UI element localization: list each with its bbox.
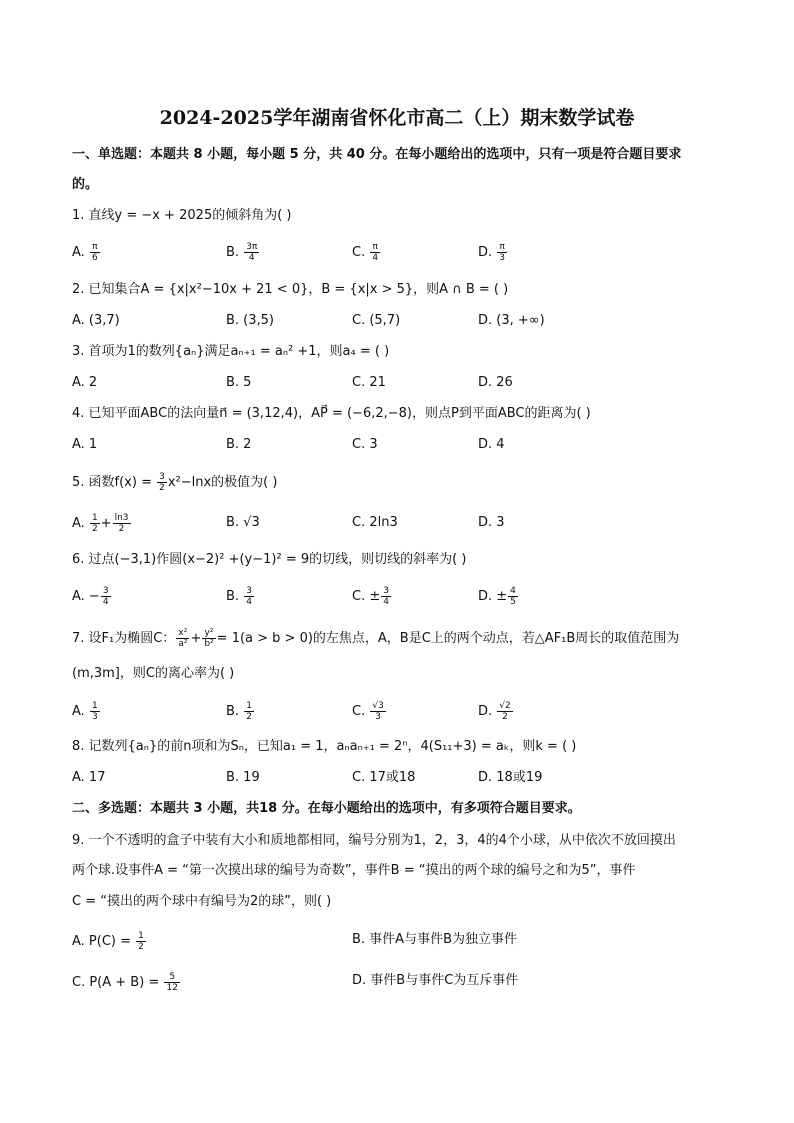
q9-a-den: 2 — [138, 942, 144, 952]
q8-option-b: B. 19 — [226, 770, 260, 785]
q9-option-d: D. 事件B与事件C为互斥事件 — [352, 973, 519, 988]
q9-c-label: C. P(A + B) = — [72, 975, 160, 990]
q6-b-den: 4 — [246, 597, 252, 607]
q3-option-c: C. 21 — [352, 375, 386, 390]
q9-stem-line3: C = “摸出的两个球中有编号为2的球”，则( ) — [72, 894, 332, 909]
q7-b-num: 1 — [246, 701, 252, 711]
q7-d-fraction — [497, 701, 512, 722]
q6-c-fraction — [381, 586, 391, 607]
q7-plus: + — [190, 631, 202, 646]
q8-option-d: D. 18或19 — [478, 770, 543, 785]
q7-option-c — [352, 701, 387, 722]
q4-option-d: D. 4 — [478, 437, 505, 452]
q6-a-den: 4 — [102, 597, 109, 607]
q5-a-f1-num: 1 — [91, 513, 98, 523]
q7-y-den: b² — [204, 639, 214, 649]
q7-d-den: 2 — [502, 712, 508, 722]
q6-stem: 6. 过点(−3,1)作圆(x−2)² +(y−1)² = 9的切线，则切线的斜率为( ) — [72, 552, 467, 567]
q1-c-fraction — [370, 242, 380, 263]
q7-option-a — [72, 701, 101, 722]
q1-a-num: π — [90, 242, 100, 253]
q5-a-plus: + — [100, 516, 112, 531]
q1-c-num: π — [370, 242, 380, 253]
q9-option-b: B. 事件A与事件B为独立事件 — [352, 932, 517, 947]
q4-option-c: C. 3 — [352, 437, 378, 452]
q6-c-num: 3 — [383, 586, 389, 596]
q6-c-label: C. ± — [352, 589, 381, 604]
q2-option-a: A. (3,7) — [72, 313, 120, 328]
q6-option-c — [352, 586, 392, 607]
q6-option-a — [72, 586, 112, 607]
q1-a-label: A. — [72, 245, 85, 260]
q9-c-fraction — [164, 972, 179, 993]
q4-option-b: B. 2 — [226, 437, 252, 452]
q8-option-a: A. 17 — [72, 770, 106, 785]
q5-stem-den: 2 — [159, 483, 165, 493]
q9-c-num: 5 — [164, 972, 179, 983]
q7-stem-line1 — [72, 628, 679, 649]
q7-c-label: C. — [352, 704, 366, 719]
q1-d-fraction — [497, 242, 507, 263]
q1-d-den: 3 — [499, 253, 506, 263]
q5-stem-post: x²−lnx的极值为( ) — [167, 475, 278, 490]
q5-option-a — [72, 513, 132, 534]
q1-d-label: D. — [478, 245, 493, 260]
q9-a-num: 1 — [138, 931, 144, 941]
q7-stem-post: = 1(a > b > 0)的左焦点，A，B是C上的两个动点，若△AF₁B周长的取值范围为 — [216, 631, 680, 646]
q5-a-label: A. — [72, 516, 85, 531]
q6-a-fraction — [101, 586, 111, 607]
q7-b-fraction — [244, 701, 254, 722]
q7-x-num: x² — [176, 628, 189, 639]
q5-a-f2-den: 2 — [118, 524, 125, 534]
q1-option-d — [478, 242, 508, 263]
q5-stem-num: 3 — [159, 472, 165, 482]
q5-stem-fraction — [157, 472, 167, 493]
q5-option-c: C. 2ln3 — [352, 515, 398, 530]
q5-stem-pre: 5. 函数f(x) = — [72, 475, 157, 490]
q7-a-label: A. — [72, 704, 85, 719]
q1-option-a — [72, 242, 101, 263]
q5-option-d: D. 3 — [478, 515, 505, 530]
q1-c-label: C. — [352, 245, 366, 260]
q3-option-b: B. 5 — [226, 375, 252, 390]
q9-stem-line1: 9. 一个不透明的盒子中装有大小和质地都相同，编号分别为1，2，3，4的4个小球，从中依次不放回摸出 — [72, 833, 676, 848]
q7-b-label: B. — [226, 704, 240, 719]
q1-b-num: 3π — [246, 242, 258, 252]
q7-c-num: √3 — [372, 701, 384, 711]
q9-stem-line2: 两个球.设事件A = “第一次摸出球的编号为奇数”，事件B = “摸出的两个球的编号之和为5”，事件 — [72, 863, 636, 878]
q7-y-num: y² — [202, 628, 215, 639]
q6-a-num: 3 — [102, 586, 109, 596]
q1-a-fraction — [90, 242, 100, 263]
q5-a-f1-den: 2 — [91, 524, 98, 534]
q6-option-d — [478, 586, 519, 607]
q5-stem — [72, 472, 277, 493]
q7-ellipse-y-term — [202, 628, 215, 649]
q9-option-c — [72, 972, 181, 993]
q7-b-den: 2 — [246, 712, 252, 722]
q8-stem: 8. 记数列{aₙ}的前n项和为Sₙ，已知a₁ = 1，aₙaₙ₊₁ = 2ⁿ，4(S₁₁+3) = aₖ，则k = ( ) — [72, 739, 577, 754]
q7-x-den: a² — [178, 639, 188, 649]
q3-option-a: A. 2 — [72, 375, 98, 390]
q6-d-num: 4 — [510, 586, 516, 596]
q5-a-fraction2 — [113, 513, 131, 534]
section1-heading-line2: 的。 — [72, 177, 99, 192]
q2-option-b: B. (3,5) — [226, 313, 275, 328]
q6-b-fraction — [244, 586, 254, 607]
q6-b-num: 3 — [246, 586, 252, 596]
q7-a-fraction — [90, 701, 100, 722]
q6-b-label: B. — [226, 589, 240, 604]
q1-a-den: 6 — [91, 253, 98, 263]
q6-c-den: 4 — [383, 597, 389, 607]
q4-stem: 4. 已知平面ABC的法向量n⃗ = (3,12,4)，AP⃗ = (−6,2,−8)，则点P到平面ABC的距离为( ) — [72, 406, 591, 421]
q7-c-fraction — [370, 701, 385, 722]
q7-d-num: √2 — [499, 701, 511, 711]
q5-option-b: B. √3 — [226, 515, 260, 530]
q1-stem: 1. 直线y = −x + 2025的倾斜角为( ) — [72, 208, 292, 223]
q3-option-d: D. 26 — [478, 375, 513, 390]
q7-d-label: D. — [478, 704, 493, 719]
q7-c-den: 3 — [375, 712, 381, 722]
q7-option-b — [226, 701, 255, 722]
q7-a-den: 3 — [91, 712, 98, 722]
q9-option-a — [72, 931, 147, 952]
q6-d-label: D. ± — [478, 589, 508, 604]
q9-a-label: A. P(C) = — [72, 934, 132, 949]
q5-a-f2-num: ln3 — [114, 513, 129, 523]
q7-stem-line2: (m,3m]，则C的离心率为( ) — [72, 666, 235, 681]
q1-d-num: π — [497, 242, 507, 253]
q7-stem-pre: 7. 设F₁为椭圆C： — [72, 631, 176, 646]
q1-b-label: B. — [226, 245, 240, 260]
q8-option-c: C. 17或18 — [352, 770, 416, 785]
q7-ellipse-x-term — [176, 628, 189, 649]
q6-a-label: A. − — [72, 589, 100, 604]
section1-heading-line1: 一、单选题：本题共 8 小题，每小题 5 分，共 40 分。在每小题给出的选项中，只有一项是符合题目要求 — [72, 147, 682, 162]
q3-stem: 3. 首项为1的数列{aₙ}满足aₙ₊₁ = aₙ² +1，则a₄ = ( ) — [72, 344, 390, 359]
q7-a-num: 1 — [91, 701, 98, 711]
q1-b-fraction — [244, 242, 259, 263]
q1-option-b — [226, 242, 260, 263]
q1-option-c — [352, 242, 381, 263]
q2-option-d: D. (3, +∞) — [478, 313, 545, 328]
q1-c-den: 4 — [372, 253, 379, 263]
q6-d-fraction — [508, 586, 518, 607]
q5-a-fraction1 — [90, 513, 100, 534]
q6-d-den: 5 — [510, 597, 516, 607]
exam-title: 2024-2025学年湖南省怀化市高二（上）期末数学试卷 — [159, 107, 635, 129]
q7-option-d — [478, 701, 514, 722]
q2-option-c: C. (5,7) — [352, 313, 401, 328]
q9-a-fraction — [136, 931, 146, 952]
q1-b-den: 4 — [248, 253, 255, 263]
q4-option-a: A. 1 — [72, 437, 98, 452]
q9-c-den: 12 — [166, 983, 178, 993]
section2-heading: 二、多选题：本题共 3 小题，共18 分。在每小题给出的选项中，有多项符合题目要求。 — [72, 801, 581, 816]
q2-stem: 2. 已知集合A = {x|x²−10x + 21 < 0}，B = {x|x > 5}，则A ∩ B = ( ) — [72, 282, 509, 297]
q6-option-b — [226, 586, 255, 607]
